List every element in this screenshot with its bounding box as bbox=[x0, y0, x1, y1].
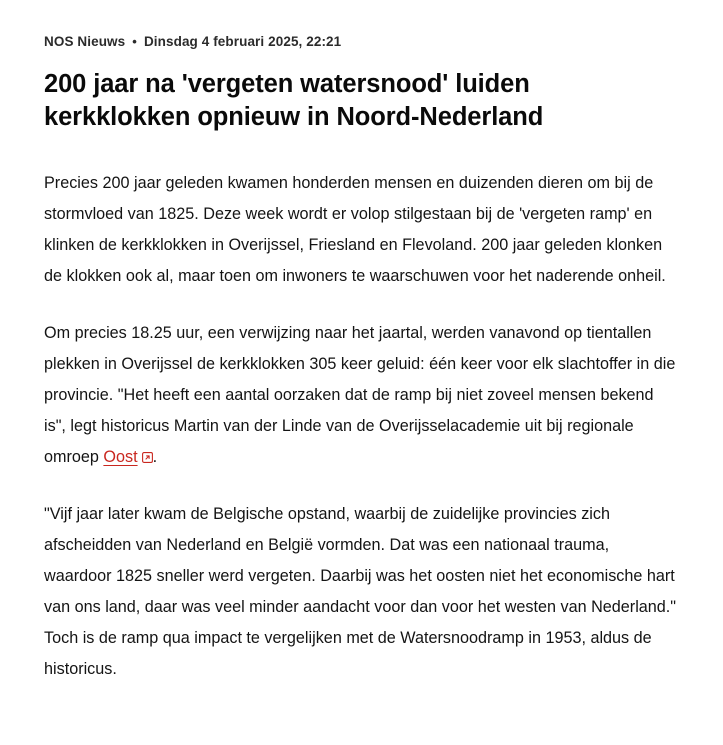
page-title: 200 jaar na 'vergeten watersnood' luiden kerkklokken opnieuw in Noord-Nederland bbox=[44, 70, 544, 131]
article-paragraph-2 bbox=[44, 318, 679, 473]
article-source: NOS Nieuws bbox=[44, 34, 126, 49]
article-paragraph-3: "Vijf jaar later kwam de Belgische opstand, waarbij de zuidelijke provincies zich afscheidden van Nederland en België vormden. Dat was een nationaal trauma, waardoor 1825 sneller werd vergeten. Daarbij was het oosten niet het economische hart van ons land, daar was veel minder aandacht voor dan voor het westen van Nederland." Toch is de ramp qua impact te vergelijken met de Watersnoodramp in 1953, aldus de historicus. bbox=[44, 505, 677, 678]
article-paragraph-1: Precies 200 jaar geleden kwamen honderden mensen en duizenden dieren om bij de stormvloed van 1825. Deze week wordt er volop stilgestaan bij de 'vergeten ramp' en klinken de kerkklokken in Overijssel, Friesland en Flevoland. 200 jaar geleden klonken de klokken ook al, maar toen om inwoners te waarschuwen voor het naderende onheil. bbox=[44, 174, 666, 285]
link-omroep-oost[interactable] bbox=[103, 448, 152, 466]
article-meta bbox=[44, 34, 679, 50]
external-link-icon bbox=[142, 452, 153, 463]
paragraph-2-trailing: . bbox=[152, 448, 158, 466]
article-timestamp: Dinsdag 4 februari 2025, 22:21 bbox=[143, 34, 342, 49]
link-label: Oost bbox=[103, 448, 138, 466]
paragraph-2-text: Om precies 18.25 uur, een verwijzing naar het jaartal, werden vanavond op tientallen plekken in Overijssel de kerkklokken 305 keer geluid: één keer voor elk slachtoffer in die provincie. "Het heeft een aantal oorzaken dat de ramp bij niet zoveel mensen bekend is", legt historicus Martin van der Linde van de Overijsselacademie uit bij regionale omroep bbox=[44, 324, 676, 466]
meta-separator-dot: • bbox=[132, 33, 137, 49]
